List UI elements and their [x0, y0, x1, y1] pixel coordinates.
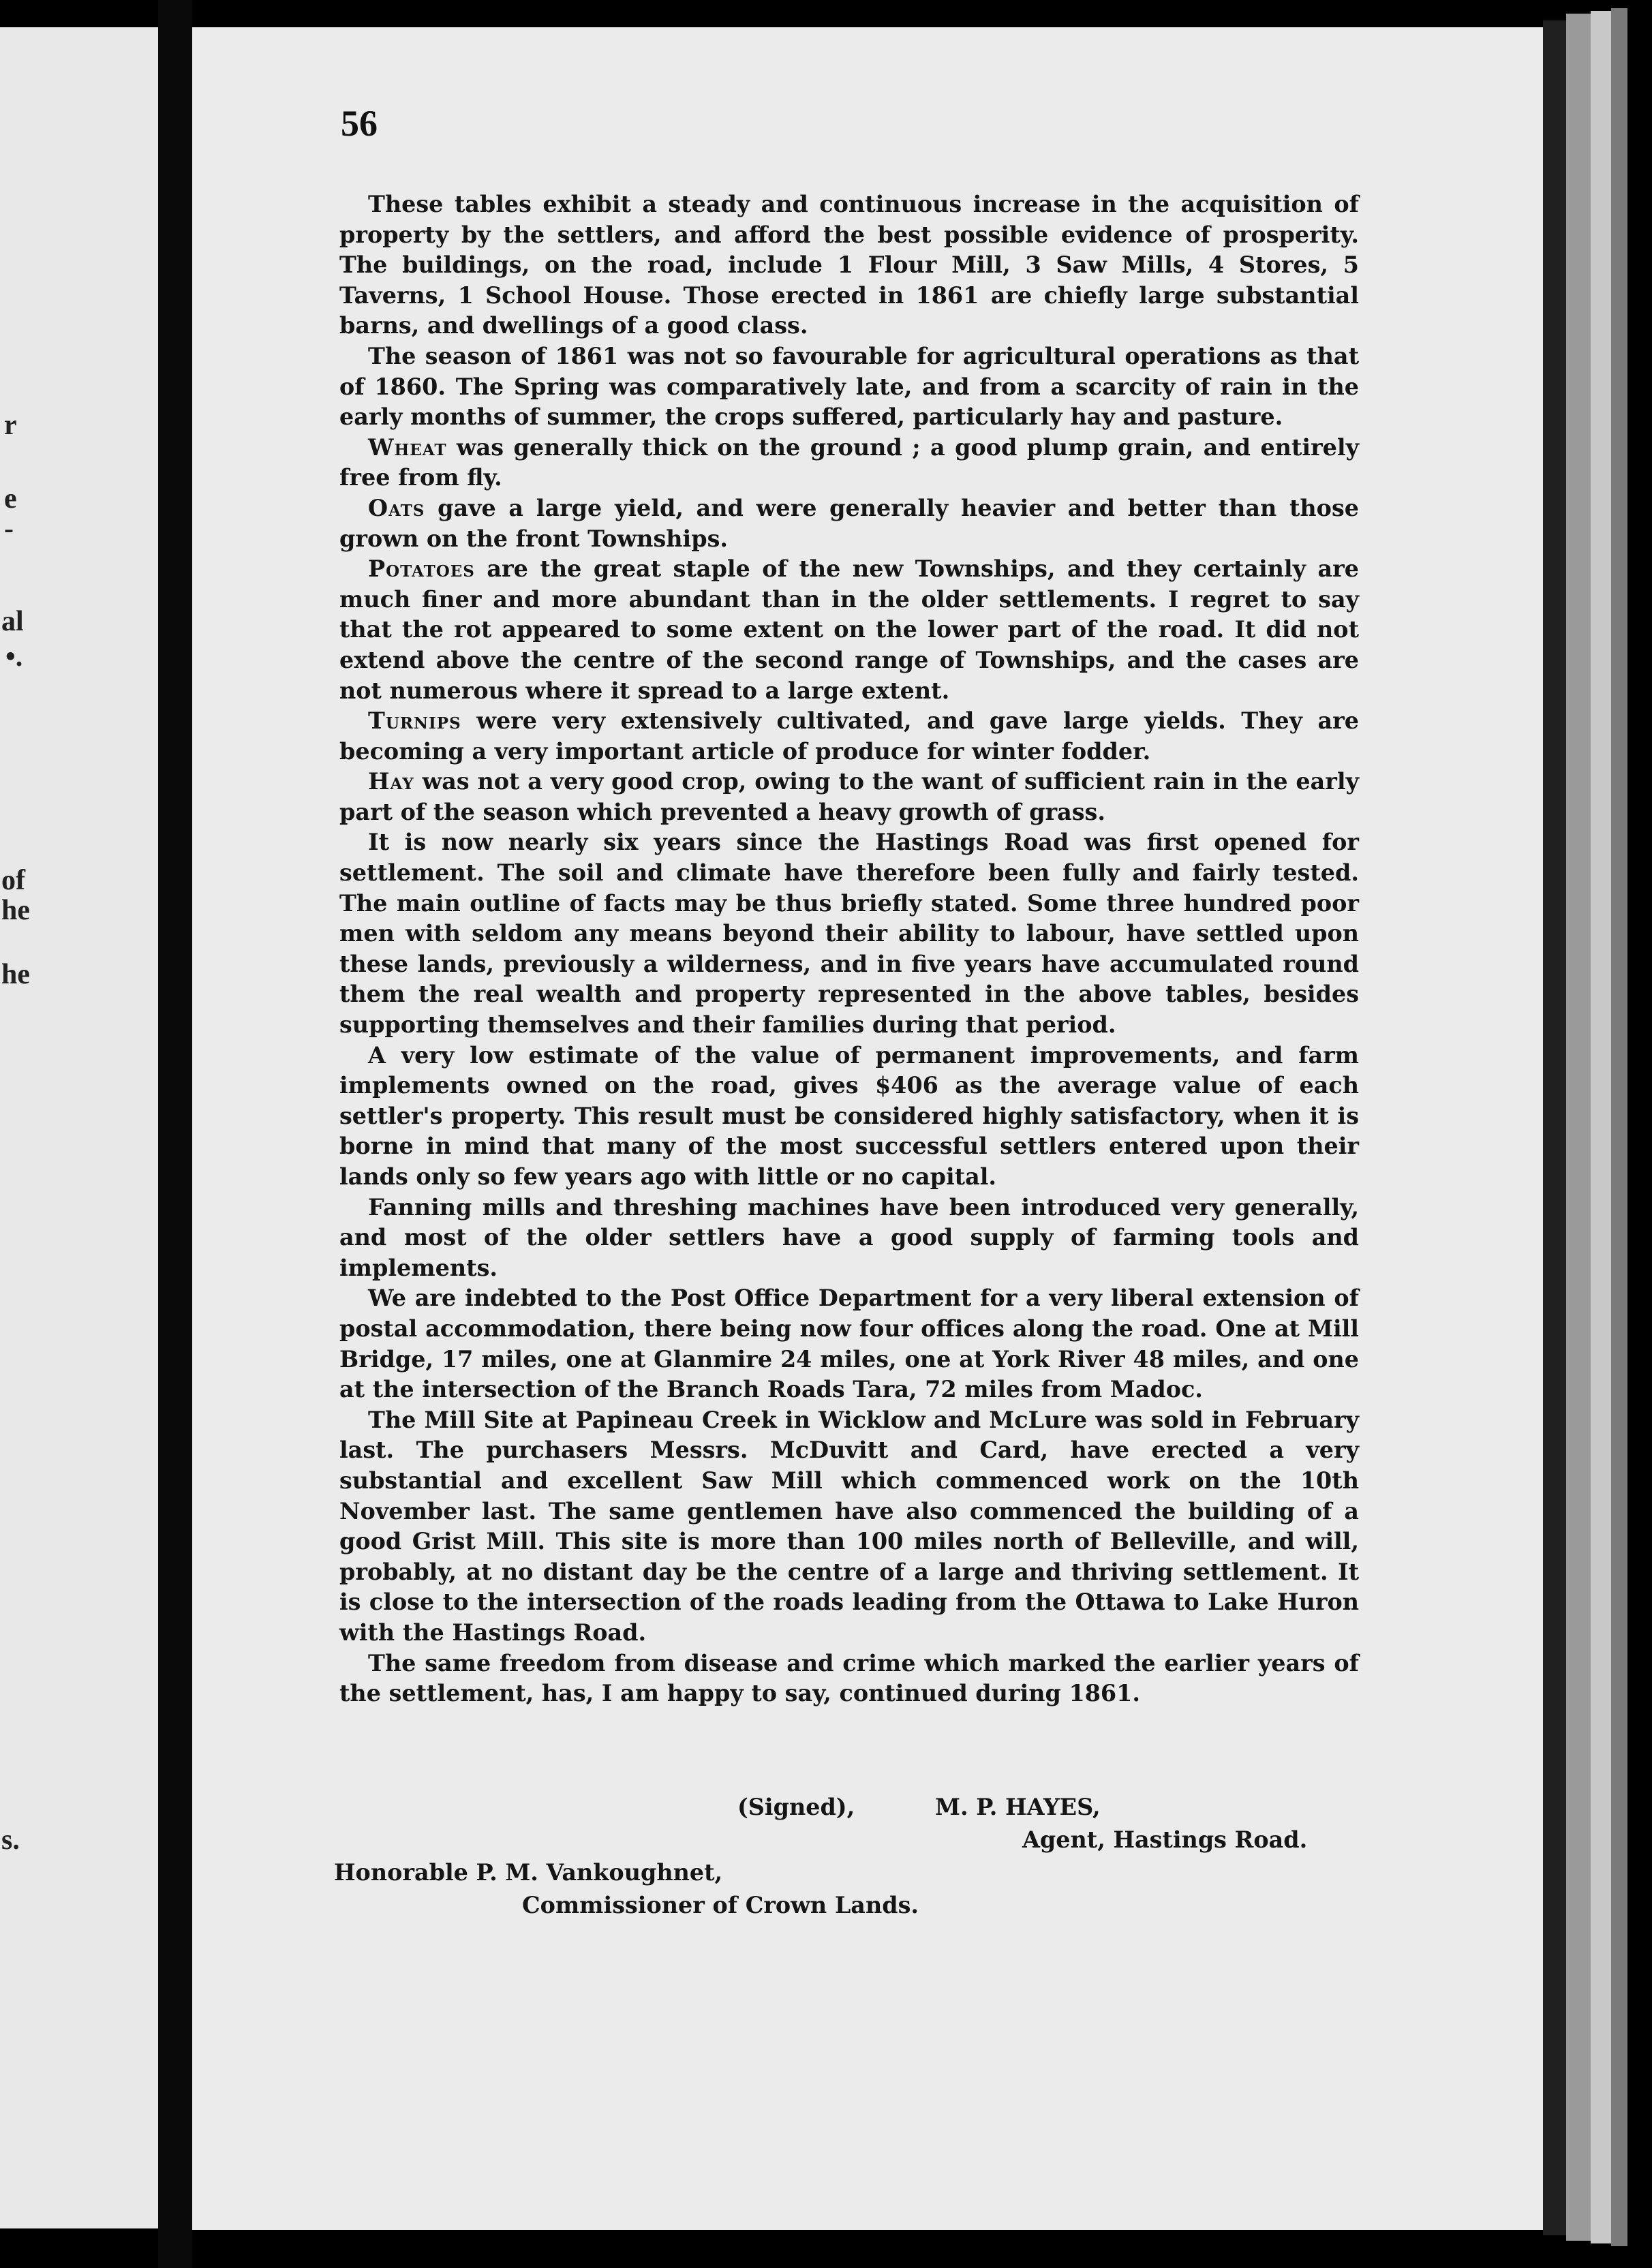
paragraph-wheat — [339, 433, 1359, 493]
paragraph-settlement — [339, 827, 1359, 1040]
paragraph-potatoes — [339, 554, 1359, 706]
paragraph-buildings — [339, 189, 1359, 341]
left-edge-fragment: of — [1, 865, 25, 896]
left-edge-fragment: he — [1, 895, 30, 926]
paragraph-text: The season of 1861 was not so favourable for agricultural operations as that of 1860. The Spring was comparatively late, and from a scarcity of rain in the early months of summer, the crops suffered, particularly hay and pasture. — [339, 342, 1359, 431]
left-edge-fragment: he — [1, 959, 30, 990]
page-stack-edge — [1611, 8, 1627, 2246]
left-edge-fragment: •. — [5, 641, 23, 673]
page-number: 56 — [341, 103, 378, 144]
paragraph-lead: Turnips — [368, 707, 461, 735]
paragraph-turnips — [339, 706, 1359, 767]
report-body — [339, 189, 1359, 1709]
page-edge-shadow — [1543, 20, 1566, 2235]
page-stack-edge — [1566, 14, 1591, 2241]
paragraph-hay — [339, 767, 1359, 827]
signed-label: (Signed), — [737, 1794, 855, 1820]
paragraph-oats — [339, 493, 1359, 554]
left-edge-fragment: s. — [1, 1824, 20, 1856]
left-edge-fragment: r — [4, 410, 17, 441]
paragraph-text: gave a large yield, and were generally heavier and better than those grown on the front Townships. — [339, 494, 1359, 552]
paragraph-season — [339, 341, 1359, 433]
paragraph-text: was not a very good crop, owing to the want of sufficient rain in the early part of the season which prevented a heavy growth of grass. — [339, 768, 1359, 825]
paragraph-lead: Wheat — [368, 433, 447, 461]
paragraph-text: were very extensively cultivated, and gave large yields. They are becoming a very important article of produce for winter fodder. — [339, 707, 1359, 765]
paragraph-text: The same freedom from disease and crime which marked the earlier years of the settlement, has, I am happy to say, continued during 1861. — [339, 1649, 1359, 1707]
paragraph-mill-site — [339, 1405, 1359, 1649]
paragraph-text: It is now nearly six years since the Hastings Road was first opened for settlement. The soil and climate have therefore been fully and fairly tested. The main outline of facts may be thus briefly stated. Some three hundred poor men with seldom any means beyond their ability to labour, have settled upon these lands, previously a wilderness, and in five years have accumulated round them the real wealth and property represented in the above tables, besides supporting themselves and their families during that period. — [339, 829, 1359, 1039]
paragraph-text: We are indebted to the Post Office Department for a very liberal extension of postal accommodation, there being now four offices along the road. One at Mill Bridge, 17 miles, one at Glanmire 24 miles, one at York River 48 miles, and one at the intersection of the Branch Roads Tara, 72 miles from Madoc. — [339, 1285, 1359, 1403]
page-stack-edge — [1591, 11, 1611, 2243]
paragraph-lead: Oats — [368, 494, 425, 521]
left-edge-fragment: e — [4, 483, 17, 515]
paragraph-text: are the great staple of the new Townships, and they certainly are much finer and more abundant than in the older settlements. I regret to say that the rot appeared to some extent on the lower part of the road. It did not extend above the centre of the second range of Townships, and the cases are not numerous where it spread to a large extent. — [339, 555, 1359, 704]
paragraph-text: was generally thick on the ground ; a good plump grain, and entirely free from fly. — [339, 433, 1359, 491]
paragraph-lead: Hay — [368, 768, 414, 795]
addressee-title: Commissioner of Crown Lands. — [522, 1892, 919, 1918]
paragraph-text: A very low estimate of the value of permanent improvements, and farm implements owned on the road, gives $406 as the average value of each settler's property. This result must be considered highly satisfactory, when it is borne in mind that many of the most successful settlers entered upon their lands only so few years ago with little or no capital. — [339, 1041, 1359, 1190]
book-binding-gutter — [158, 0, 192, 2268]
signatory-name: M. P. HAYES, — [935, 1794, 1101, 1820]
paragraph-text: These tables exhibit a steady and continuous increase in the acquisition of property by the settlers, and afford the best possible evidence of prosperity. The buildings, on the road, include 1 Flour Mill, 3 Saw Mills, 4 Stores, 5 Taverns, 1 School House. Those erected in 1861 are chiefly large substantial barns, and dwellings of a good class. — [339, 191, 1359, 339]
paragraph-lead: Potatoes — [368, 555, 475, 583]
left-edge-fragment: al — [1, 606, 24, 637]
paragraph-estimate — [339, 1041, 1359, 1193]
paragraph-text: The Mill Site at Papineau Creek in Wicklow and McLure was sold in February last. The purchasers Messrs. McDuvitt and Card, have erected a very substantial and excellent Saw Mill which commenced work on the 10th November last. The same gentlemen have also commenced the building of a good Grist Mill. This site is more than 100 miles north of Belleville, and will, probably, at no distant day be the centre of a large and thriving settlement. It is close to the intersection of the roads leading from the Ottawa to Lake Huron with the Hastings Road. — [339, 1406, 1359, 1646]
left-edge-fragment: - — [4, 513, 14, 545]
paragraph-post-office — [339, 1283, 1359, 1405]
paragraph-text: Fanning mills and threshing machines have been introduced very generally, and most of the older settlers have a good supply of farming tools and implements. — [339, 1193, 1359, 1281]
paragraph-machinery — [339, 1193, 1359, 1284]
signatory-title: Agent, Hastings Road. — [1022, 1826, 1308, 1853]
facing-left-page — [0, 27, 158, 2228]
paragraph-health — [339, 1649, 1359, 1709]
addressee-name: Honorable P. M. Vankoughnet, — [334, 1859, 723, 1886]
